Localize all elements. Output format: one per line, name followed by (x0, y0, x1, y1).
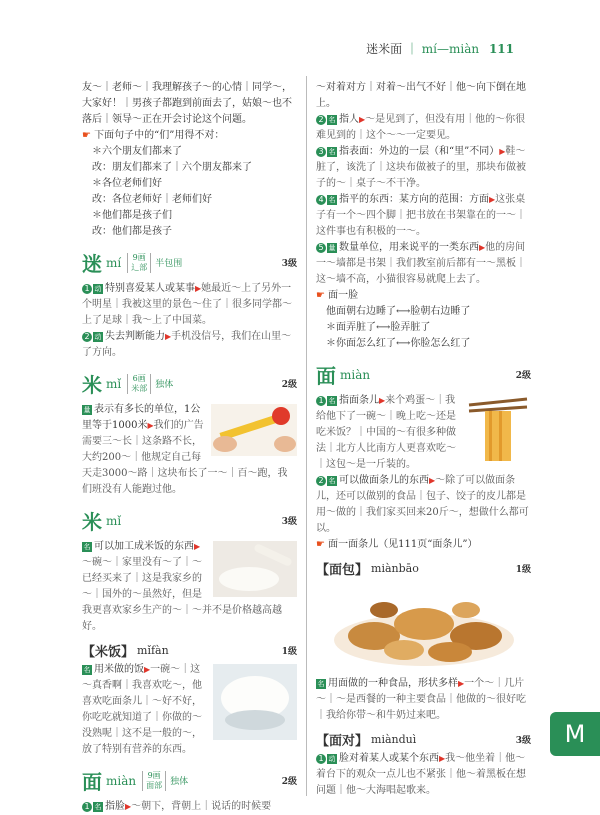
pos-tag: 名 (317, 680, 325, 688)
radical: 辶部 (131, 262, 148, 272)
pos-tag: 名 (328, 196, 336, 204)
pos-tag: 动 (94, 285, 102, 293)
example-text: 这张桌子有一个～四个脚｜把书放在书架靠在的一～｜这件事也有积极的一～。 (316, 194, 526, 237)
arrow-icon: ▶ (489, 195, 496, 204)
definition-text: 指面条儿 (339, 395, 379, 406)
definition-text: 脸对着某人或某个东西 (339, 753, 439, 764)
note-list (82, 144, 297, 240)
definition (316, 393, 531, 473)
entry-hanzi: 米 (82, 510, 102, 534)
word-text: 【面包】 (316, 563, 369, 578)
definition (82, 329, 297, 361)
definition-text: 可以做面条儿的东西 (339, 475, 429, 486)
header-sep: ｜ (405, 42, 418, 56)
word-pinyin: miànduì (371, 733, 417, 746)
sense-number: 1 (316, 754, 326, 764)
definition (82, 799, 297, 815)
level-label: 2级 (281, 777, 297, 787)
arrow-icon: ▶ (147, 421, 154, 430)
structure-label: 独体 (155, 380, 174, 390)
sense-number: 2 (316, 115, 326, 125)
level-label: 3级 (515, 736, 531, 746)
note-title (316, 288, 531, 304)
definition (316, 751, 531, 799)
arrow-icon: ▶ (458, 679, 465, 688)
rice-image (213, 541, 297, 597)
noodles-image (465, 395, 531, 465)
level-label: 2级 (281, 380, 297, 390)
example-text: 我～他坐着｜他～着台下的观众一点儿也不紧张｜他～着黑板在想问题｜他～大海唱起歌来。 (316, 753, 526, 796)
example-text: 一个～｜几片～｜～是西餐的一种主要食品｜他做的～很好吃｜我给你带～和牛奶过来吧。 (316, 678, 526, 721)
entry-hanzi: 面 (316, 364, 336, 388)
continued-text: ～对着对方｜对着～出气不好｜他～向下倒在地上。 (316, 82, 526, 109)
entry-pinyin: mí (106, 255, 122, 270)
note-title (316, 537, 531, 553)
column-divider (306, 76, 307, 796)
definition (316, 473, 531, 537)
pos-tag: 名 (83, 543, 91, 551)
arrow-icon: ▶ (429, 476, 436, 485)
sense-number: 5 (316, 243, 326, 253)
sense-number: 1 (82, 284, 92, 294)
definition-text: 表示有多长的单位，1公里等于1000米 (82, 404, 201, 431)
level-label: 2级 (515, 371, 531, 381)
arrow-icon: ▶ (195, 284, 202, 293)
word-header-miandui (316, 730, 531, 749)
sense-number: 2 (82, 332, 92, 342)
word-text: 【面对】 (316, 734, 369, 749)
definition (316, 144, 531, 192)
note-line: 改：各位老师好｜老师们好 (92, 194, 212, 205)
pos-tag: 名 (328, 148, 336, 156)
stroke-count: 6画 (132, 373, 146, 383)
sense-number: 1 (316, 396, 326, 406)
example-text: ～碗～｜家里没有～了｜～已经买来了｜这是我家乡的～｜国外的～虽然好，但是我更喜欢家乡生产的～｜～并不是价格越高越好。 (82, 557, 282, 632)
note-line: 改：他们都是孩子 (92, 226, 172, 237)
bread-image (324, 580, 524, 672)
tape-measure-image (211, 404, 297, 456)
word-pinyin: miànbāo (371, 562, 419, 575)
continued-text: 友～｜老师～｜我理解孩子～的心情｜同学～，大家好！｜男孩子都跑到前面去了，姑娘～也不落后｜领导～正在开会讨论这个问题。 (82, 82, 292, 125)
sense-number: 1 (82, 802, 92, 812)
structure-label: 半包围 (155, 259, 183, 269)
arrow-icon: ▶ (359, 115, 366, 124)
word-text: 【米饭】 (82, 645, 135, 660)
entry-hanzi: 米 (82, 373, 102, 397)
page-number: 111 (488, 42, 514, 56)
entry-pinyin: mǐ (106, 376, 122, 391)
example-text: ～是见到了，但没有用｜他的～你很难见到的｜这个～～一定要见。 (316, 114, 526, 141)
radical: 米部 (131, 383, 148, 393)
stroke-count: 9画 (132, 252, 146, 262)
pos-tag: 动 (328, 755, 336, 763)
pos-tag: 量 (83, 406, 91, 414)
rice-bowl-image (213, 664, 297, 740)
definition (82, 281, 297, 329)
sense-number: 4 (316, 195, 326, 205)
note-title-text: 面一脸 (328, 290, 359, 301)
entry-pinyin: miàn (106, 773, 137, 788)
level-label: 1级 (281, 647, 297, 657)
arrow-icon: ▶ (439, 754, 446, 763)
word-header-mianbao (316, 559, 531, 578)
note-title-text: 下面句子中的“们”用得不对： (94, 130, 225, 141)
sense-number: 2 (316, 476, 326, 486)
stroke-info (127, 253, 151, 273)
arrow-icon: ▶ (379, 396, 386, 405)
definition (82, 539, 297, 635)
example-text: ～朝下，背朝上｜说话的时候要 (131, 801, 272, 812)
note-title (82, 128, 297, 144)
arrow-icon: ▶ (499, 147, 506, 156)
definition-text: 用面做的一种食品，形状多样 (328, 678, 458, 689)
example-text: 手机没信号，我们在山里～了方向。 (82, 331, 292, 358)
header-pinyin: mí—miàn (421, 42, 480, 56)
stroke-count: 9画 (147, 770, 161, 780)
entry-header-mi3 (82, 369, 297, 398)
definition-text: 用米做的饭 (94, 664, 144, 675)
entry-header-mi4 (82, 506, 297, 535)
note-line: ＊各位老师们好 (92, 178, 162, 189)
header-words: 迷米面 (366, 42, 403, 56)
definition (82, 662, 297, 758)
pos-tag: 名 (94, 803, 102, 811)
note-line: 他面朝右边睡了⟷脸朝右边睡了 (326, 306, 471, 317)
definition-text: 指平的东西：某方向的范围：方面 (339, 194, 489, 205)
entry-header-mian (82, 766, 297, 795)
pointing-hand-icon: ☛ (316, 539, 325, 550)
pos-tag: 量 (328, 244, 336, 252)
arrow-icon: ▶ (479, 243, 486, 252)
structure-label: 独体 (170, 777, 189, 787)
page-header (366, 40, 514, 57)
pos-tag: 名 (83, 666, 91, 674)
arrow-icon: ▶ (194, 542, 201, 551)
example-text: ～除了可以做面条儿，还可以做别的食品｜包子、饺子的皮儿都是用～做的｜我们家买回来20斤～，想做什么都可以。 (316, 475, 529, 534)
note-line: 改：朋友们都来了｜六个朋友都来了 (92, 162, 252, 173)
definition-text: 特别喜爱某人或某事 (105, 283, 195, 294)
sense-number: 3 (316, 147, 326, 157)
alphabet-tab: M (550, 712, 600, 756)
entry-pinyin: miàn (340, 367, 371, 382)
definition-text: 指脸 (105, 801, 125, 812)
definition-text: 失去判断能力 (105, 331, 165, 342)
pos-tag: 动 (94, 333, 102, 341)
entry-header-mi (82, 248, 297, 277)
stroke-info (142, 771, 166, 791)
level-label: 1级 (515, 565, 531, 575)
radical: 面部 (146, 780, 163, 790)
definition (316, 192, 531, 240)
pointing-hand-icon: ☛ (82, 130, 91, 141)
note-title-text: 面一面条儿（见111页“面条儿”） (328, 539, 478, 550)
entry-hanzi: 迷 (82, 252, 102, 276)
example-text: 她最近～上了另外一个明星｜我被这里的景色～住了｜很多同学都～上了足球｜我～上了中国菜。 (82, 283, 292, 326)
right-column (316, 80, 531, 804)
definition (82, 402, 297, 498)
arrow-icon: ▶ (165, 332, 172, 341)
example-text: 他的房间一～墙都是书架｜我们教室前后都有一～黑板｜这～墙不高，小猫很容易就爬上去了。 (316, 242, 526, 285)
note-line: ＊面弄脏了⟷脸弄脏了 (326, 322, 431, 333)
arrow-icon: ▶ (144, 665, 151, 674)
note-line: ＊他们都是孩子们 (92, 210, 172, 221)
definition-text: 指人 (339, 114, 359, 125)
pos-tag: 名 (328, 397, 336, 405)
level-label: 3级 (281, 517, 297, 527)
definition-text: 数量单位，用来说平的一类东西 (339, 242, 479, 253)
left-column (82, 80, 297, 812)
note-line: ＊你面怎么红了⟷你脸怎么红了 (326, 338, 471, 349)
stroke-info (127, 374, 151, 394)
arrow-icon: ▶ (125, 802, 132, 811)
word-pinyin: mǐfàn (137, 644, 169, 657)
word-header-mifan (82, 641, 297, 660)
pos-tag: 名 (328, 477, 336, 485)
pointing-hand-icon: ☛ (316, 290, 325, 301)
example-text: 一碗～｜这～真香啊｜我喜欢吃～，他喜欢吃面条儿｜～好不好，你吃吃就知道了｜你做的～没熟呢｜这不是一般的～，放了特别有营养的东西。 (82, 664, 202, 755)
definition-text: 可以加工成米饭的东西 (94, 541, 194, 552)
example-text: 我们的广告需要三～长｜这条路不长，大约200～｜他规定自己每天走3000～路｜这块布长了一～｜百～跑，我们班没有人能跑过他。 (82, 420, 288, 495)
definition (316, 676, 531, 724)
example-text: 来个鸡蛋～｜我给他下了一碗～｜晚上吃～还是吃米饭？｜中国的～有很多种做法｜北方人比南方人更喜欢吃～｜这包～是一斤装的。 (316, 395, 456, 470)
entry-pinyin: mǐ (106, 513, 122, 528)
note-line: ＊六个朋友们都来了 (92, 146, 182, 157)
example-text: 鞋～脏了，该洗了｜这块布做被子的里，那块布做被子的～｜桌子～不干净。 (316, 146, 526, 189)
note-list (316, 304, 531, 352)
level-label: 3级 (281, 259, 297, 269)
definition (316, 240, 531, 288)
definition (316, 112, 531, 144)
pos-tag: 名 (328, 116, 336, 124)
entry-hanzi: 面 (82, 770, 102, 794)
entry-header-mian2 (316, 360, 531, 389)
definition-text: 指表面：外边的一层（和“里”不同） (339, 146, 500, 157)
